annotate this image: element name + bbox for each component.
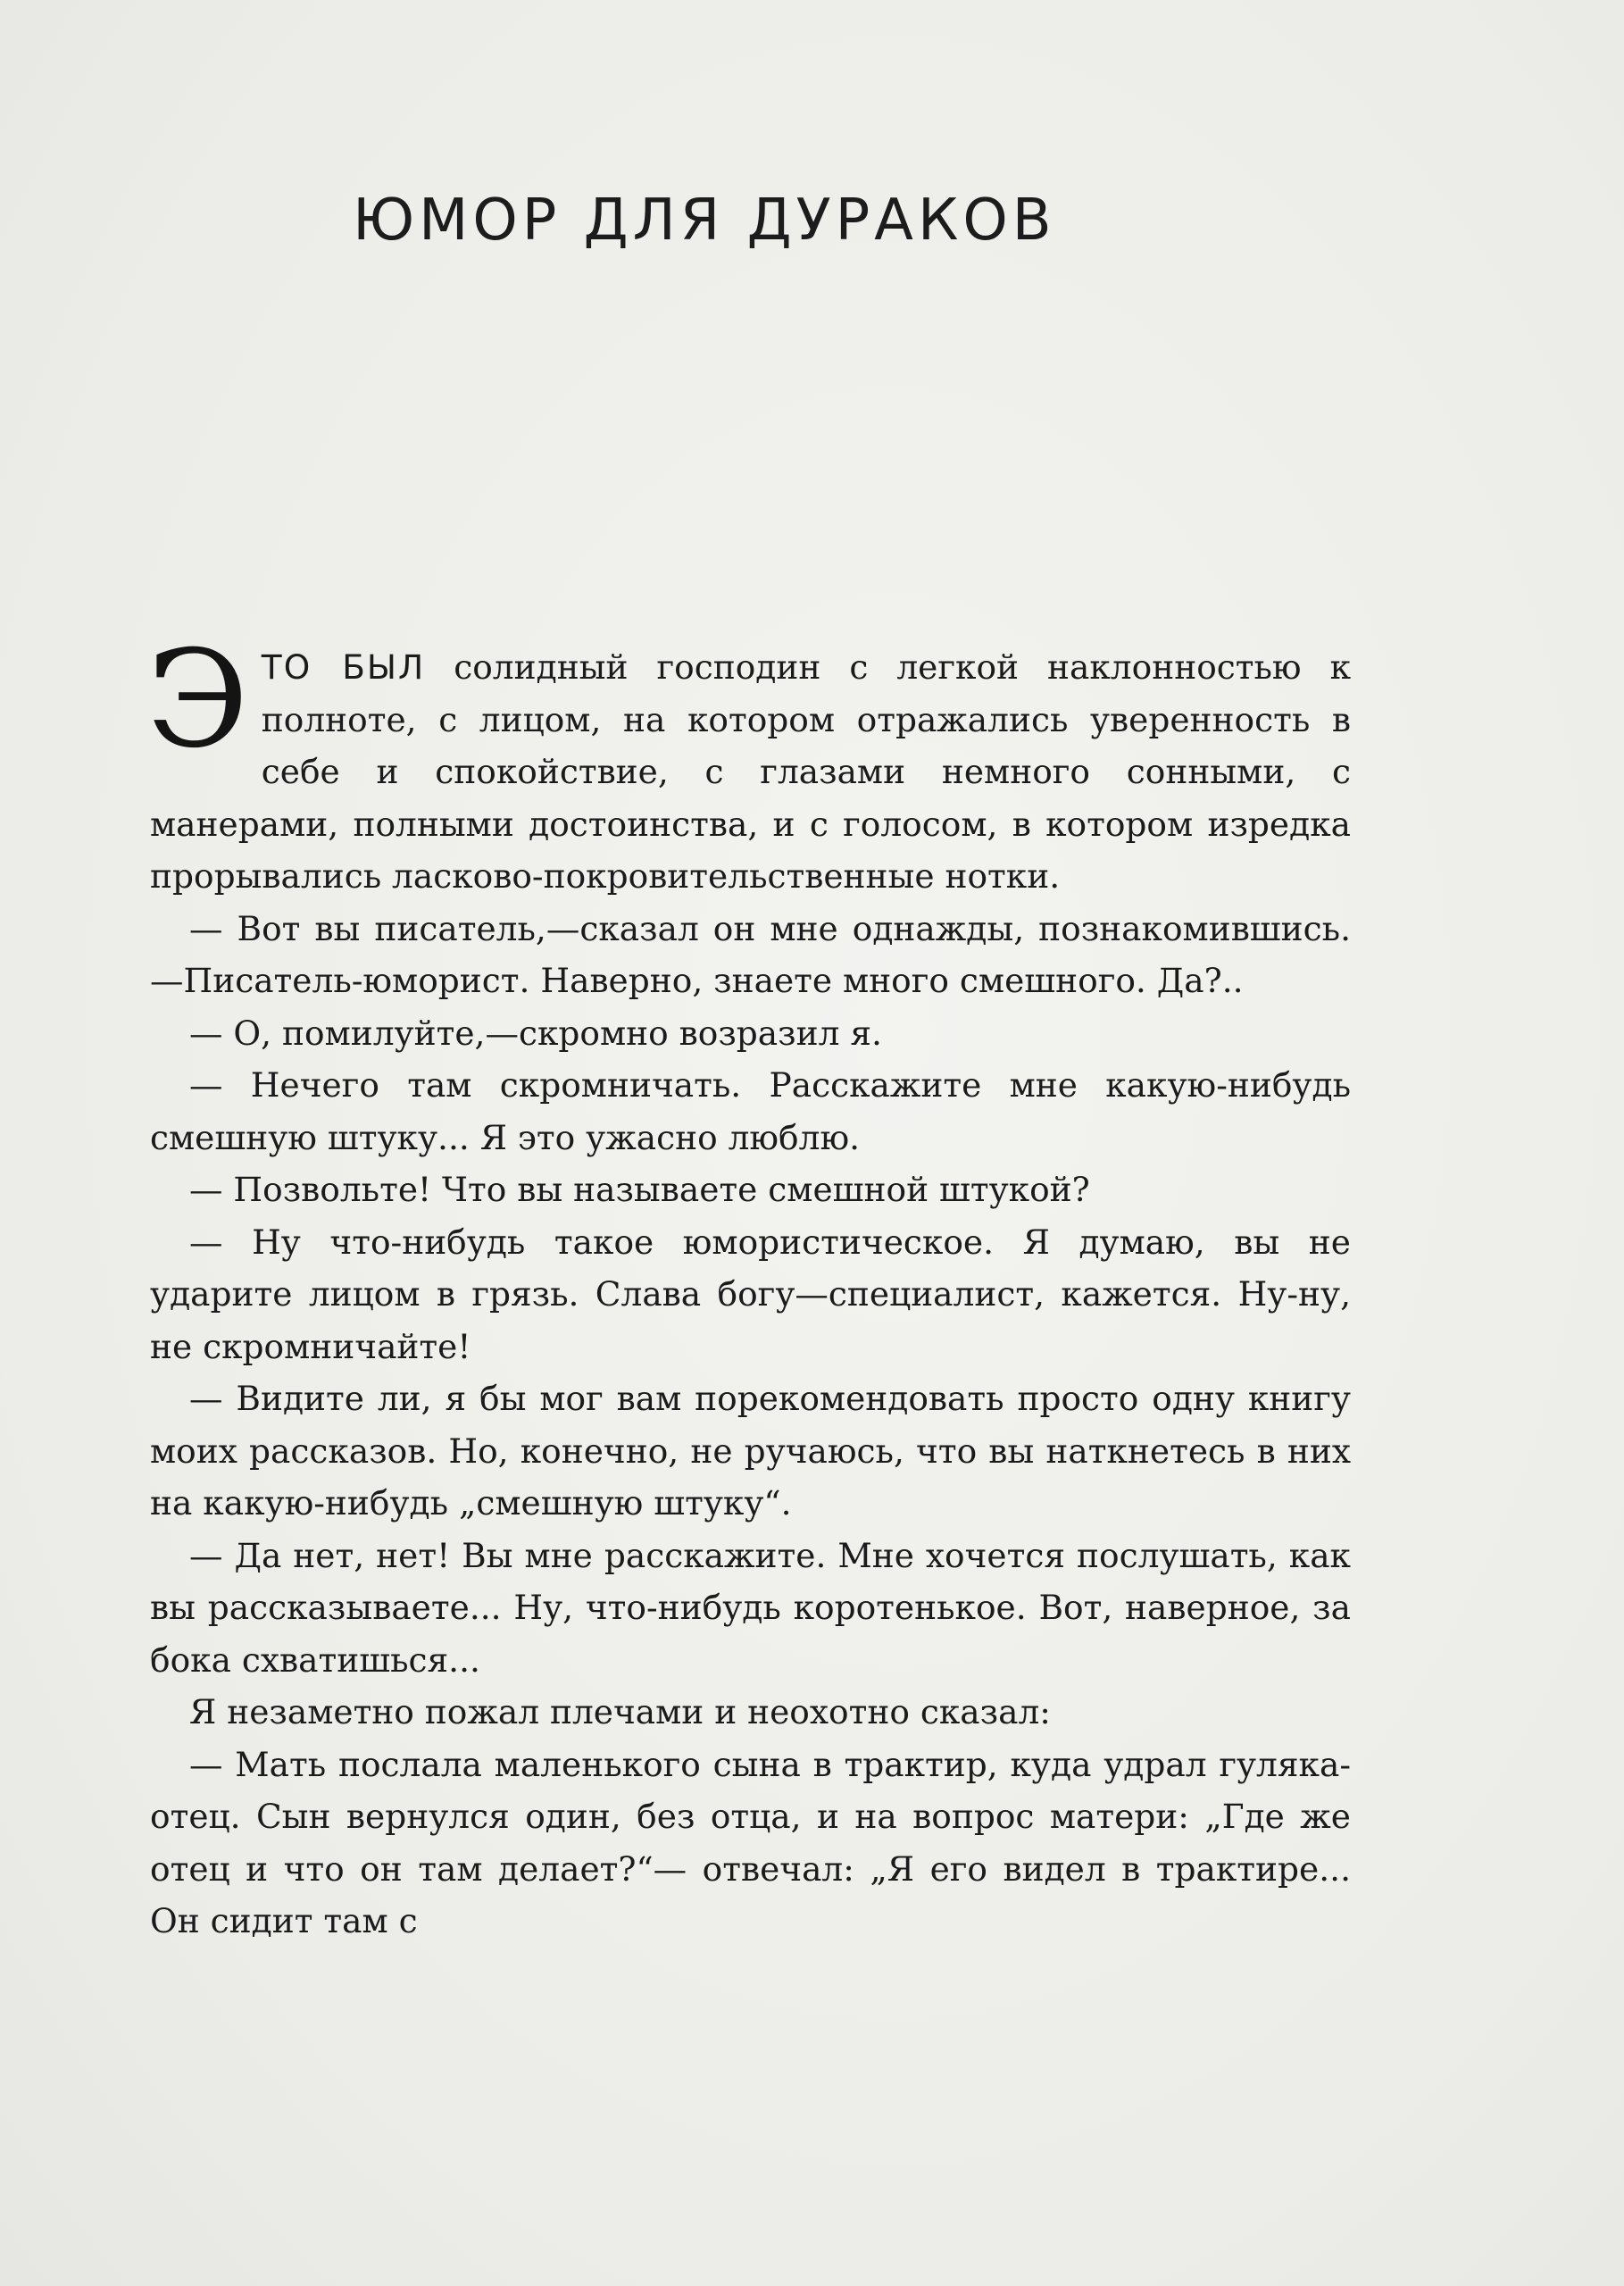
paragraph-text: солидный господин с легкой наклонностью к полноте, с лицом, на котором отражались уверенность в себе и спокойствие, с глазами немного сонными, с манерами, полными достоинства, и с голосом, в котором изредка прорывались ласково-покровительственные нотки. bbox=[150, 647, 1352, 896]
paragraph-10: — Мать послала маленького сына в трактир, куда удрал гуляка-отец. Сын вернулся один, без отца, и на вопрос матери: „Где же отец и что он там делает?“— отвечал: „Я его видел в трактире... Он сидит там с bbox=[150, 1744, 1351, 1940]
story-text bbox=[146, 622, 1352, 1948]
paragraph-3: — О, помилуйте,—скромно возразил я. bbox=[189, 1013, 882, 1053]
paragraph-9: Я незаметно пожал плечами и неохотно сказал: bbox=[189, 1692, 1051, 1731]
paragraph-5: — Позвольте! Что вы называете смешной штукой? bbox=[189, 1170, 1090, 1209]
page-title: ЮМОР ДЛЯ ДУРАКОВ bbox=[353, 188, 1056, 254]
paragraph-1 bbox=[146, 622, 1352, 903]
drop-cap: Э bbox=[146, 622, 249, 778]
lead-caps: ТО БЫЛ bbox=[261, 647, 426, 687]
paragraph-7: — Видите ли, я бы мог вам порекомендовать просто одну книгу моих рассказов. Но, конечно, не ручаюсь, что вы наткнетесь в них на какую-нибудь „смешную штуку“. bbox=[150, 1379, 1351, 1523]
paragraph-2: — Вот вы писатель,—сказал он мне однажды, познакомившись.—Писатель-юморист. Наверно, знаете много смешного. Да?.. bbox=[150, 908, 1351, 1000]
paragraph-4: — Нечего там скромничать. Расскажите мне какую-нибудь смешную штуку... Я это ужасно люблю. bbox=[150, 1065, 1351, 1157]
paragraph-8: — Да нет, нет! Вы мне расскажите. Мне хочется послушать, как вы рассказываете... Ну, что-нибудь коротенькое. Вот, наверное, за бока схватишься... bbox=[150, 1535, 1351, 1680]
paragraph-6: — Ну что-нибудь такое юмористическое. Я думаю, вы не ударите лицом в грязь. Слава богу—специалист, кажется. Ну-ну, не скромничайте! bbox=[150, 1222, 1351, 1366]
